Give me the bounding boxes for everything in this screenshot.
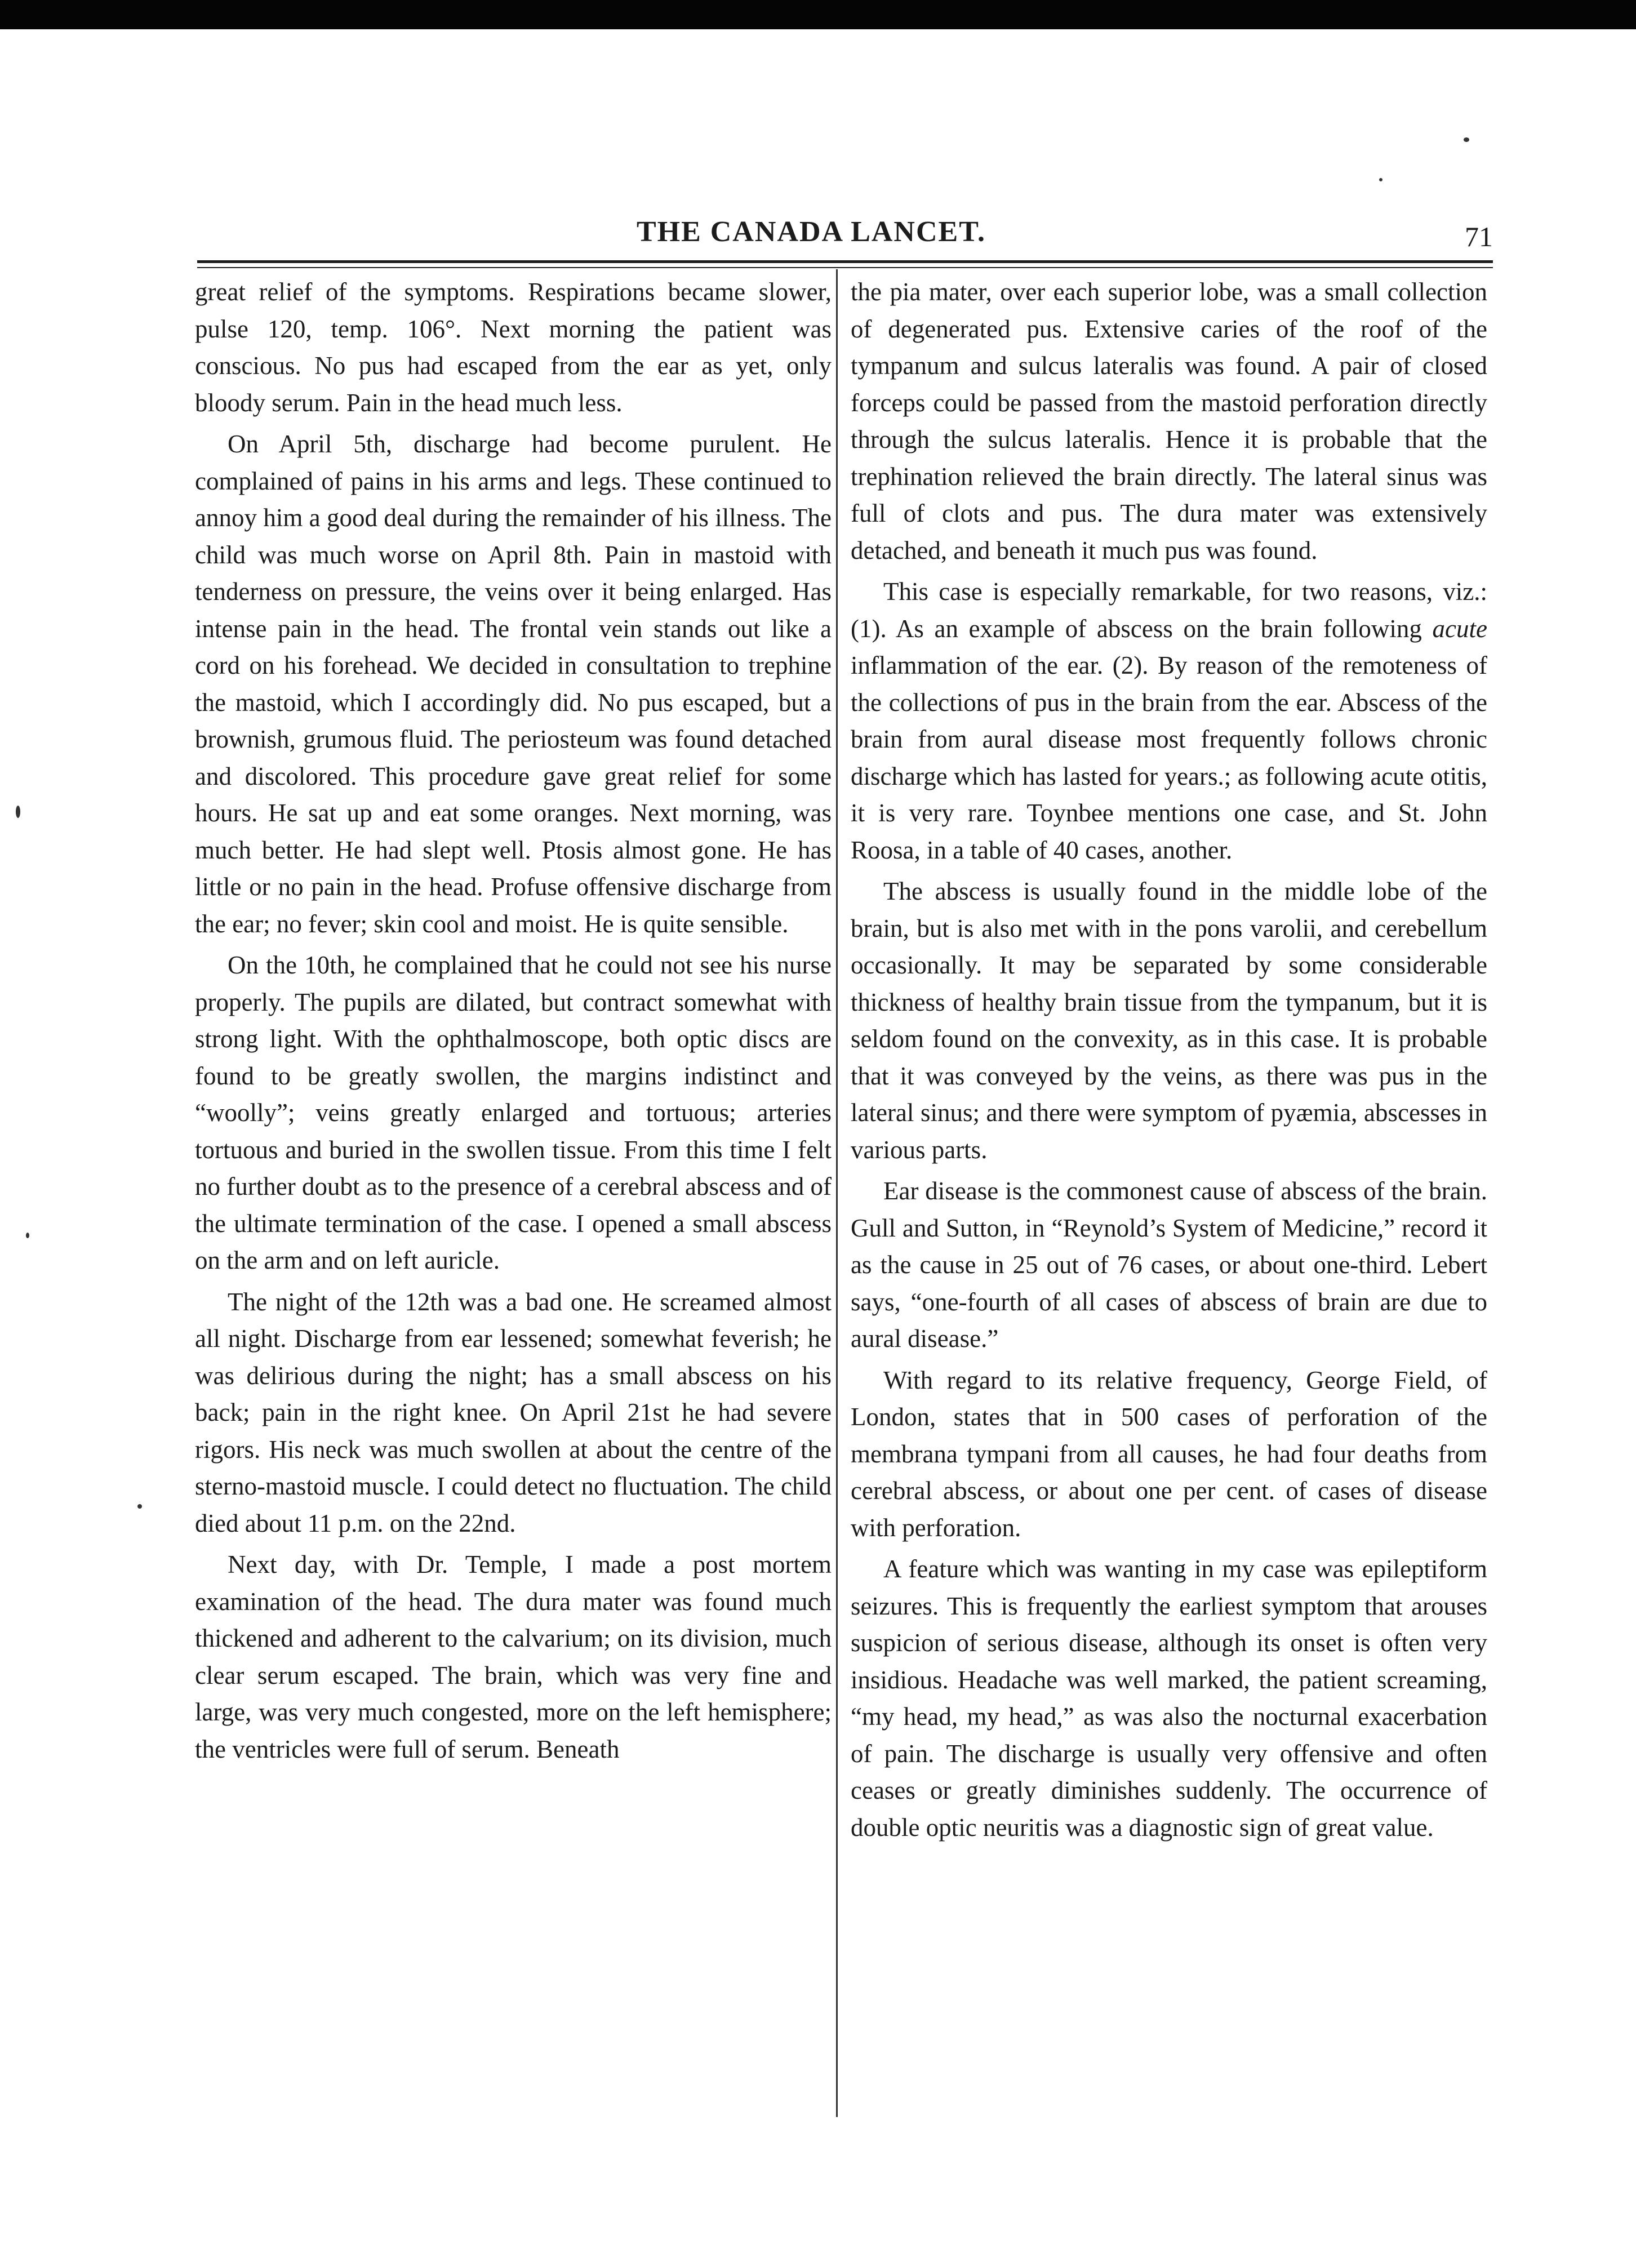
journal-title: THE CANADA LANCET. [636,216,986,248]
paragraph-right-2-rest: inflammation of the ear. (2). By reason of the remoteness of the collections of pus in the brain from the ear. Abscess of the brain from aural disease most frequently follows chronic discharge which has lasted for years.; as following acute otitis, it is very rare. Toynbee mentions one case, and St. John Roosa, in a table of 40 cases, another. [851,651,1487,864]
emphasis-acute: acute [1432,614,1487,643]
paragraph-left-2: On April 5th, discharge had become purulent. He complained of pains in his arms and legs. These continued to annoy him a good deal during the remainder of his illness. The child was much worse on April 8th. Pain in mastoid with tenderness on pressure, the veins over it being enlarged. Has intense pain in the head. The frontal vein stands out like a cord on his forehead. We decided in consultation to trephine the mastoid, which I accordingly did. No pus escaped, but a brownish, grumous fluid. The periosteum was found detached and discolored. This procedure gave great relief for some hours. He sat up and eat some oranges. Next morning, was much better. He had slept well. Ptosis almost gone. He has little or no pain in the head. Profuse offensive discharge from the ear; no fever; skin cool and moist. He is quite sensible. [195,430,832,938]
paragraph-right-2 [851,573,1487,869]
column-divider [836,269,838,2117]
header-rule-thick [197,260,1493,263]
right-column [851,274,1487,2127]
paragraph-right-3: The abscess is usually found in the middle lobe of the brain, but is also met with in the pons varolii, and cerebellum occasionally. It may be separated by some considerable thickness of healthy brain tissue from the tympanum, but it is seldom found on the convexity, as in this case. It is probable that it was conveyed by the veins, as there was pus in the lateral sinus; and there were symptom of pyæmia, abscesses in various parts. [851,877,1487,1164]
paragraph-left-1: great relief of the symptoms. Respirations became slower, pulse 120, temp. 106°. Next morning the patient was conscious. No pus had escaped from the ear as yet, only bloody serum. Pain in the head much less. [195,278,832,417]
paragraph-left-4: The night of the 12th was a bad one. He screamed almost all night. Discharge from ear lessened; somewhat feverish; he was delirious during the night; has a small abscess on his back; pain in the right knee. On April 21st he had severe rigors. His neck was much swollen at about the centre of the sterno-mastoid muscle. I could detect no fluctuation. The child died about 11 p.m. on the 22nd. [195,1287,832,1537]
paragraph-right-1: the pia mater, over each superior lobe, was a small collection of degenerated pus. Extensive caries of the roof of the tympanum and sulcus lateralis was found. A pair of closed forceps could be passed from the mastoid perforation directly through the sulcus lateralis. Hence it is probable that the trephination relieved the brain directly. The lateral sinus was full of clots and pus. The dura mater was extensively detached, and beneath it much pus was found. [851,278,1487,564]
scan-top-edge [0,0,1636,29]
scan-speck [1379,178,1382,181]
scan-speck [26,1233,29,1238]
running-head [197,210,1493,255]
scan-speck [16,806,20,818]
paragraph-right-4: Ear disease is the commonest cause of abscess of the brain. Gull and Sutton, in “Reynold’s System of Medicine,” record it as the cause in 25 out of 76 cases, or about one-third. Lebert says, “one-fourth of all cases of abscess of brain are due to aural disease.” [851,1177,1487,1353]
left-column [195,274,832,2127]
paragraph-left-3: On the 10th, he complained that he could not see his nurse properly. The pupils are dilated, but contract somewhat with strong light. With the ophthalmoscope, both optic discs are found to be greatly swollen, the margins indistinct and “woolly”; veins greatly enlarged and tortuous; arteries tortuous and buried in the swollen tissue. From this time I felt no further doubt as to the presence of a cerebral abscess and of the ultimate termination of the case. I opened a small abscess on the arm and on left auricle. [195,951,832,1274]
scan-speck [1464,137,1469,142]
paragraph-right-2-lead: This case is especially remarkable, for two reasons, viz.: (1). As an example of abscess on the brain following [851,577,1487,643]
scan-speck [137,1504,142,1509]
header-rule-thin [197,267,1493,268]
paragraph-right-5: With regard to its relative frequency, George Field, of London, states that in 500 cases of perforation of the membrana tympani from all causes, he had four deaths from cerebral abscess, or about one per cent. of cases of disease with perforation. [851,1366,1487,1542]
page-number: 71 [1465,221,1493,252]
paragraph-right-6: A feature which was wanting in my case was epileptiform seizures. This is frequently the earliest symptom that arouses suspicion of serious disease, although its onset is often very insidious. Headache was well marked, the patient screaming, “my head, my head,” as was also the nocturnal exacerbation of pain. The discharge is usually very offensive and often ceases or greatly diminishes suddenly. The occurrence of double optic neuritis was a diagnostic sign of great value. [851,1555,1487,1842]
paragraph-left-5: Next day, with Dr. Temple, I made a post mortem examination of the head. The dura mater was found much thickened and adherent to the calvarium; on its division, much clear serum escaped. The brain, which was very fine and large, was very much congested, more on the left hemisphere; the ventricles were full of serum. Beneath [195,1550,832,1763]
